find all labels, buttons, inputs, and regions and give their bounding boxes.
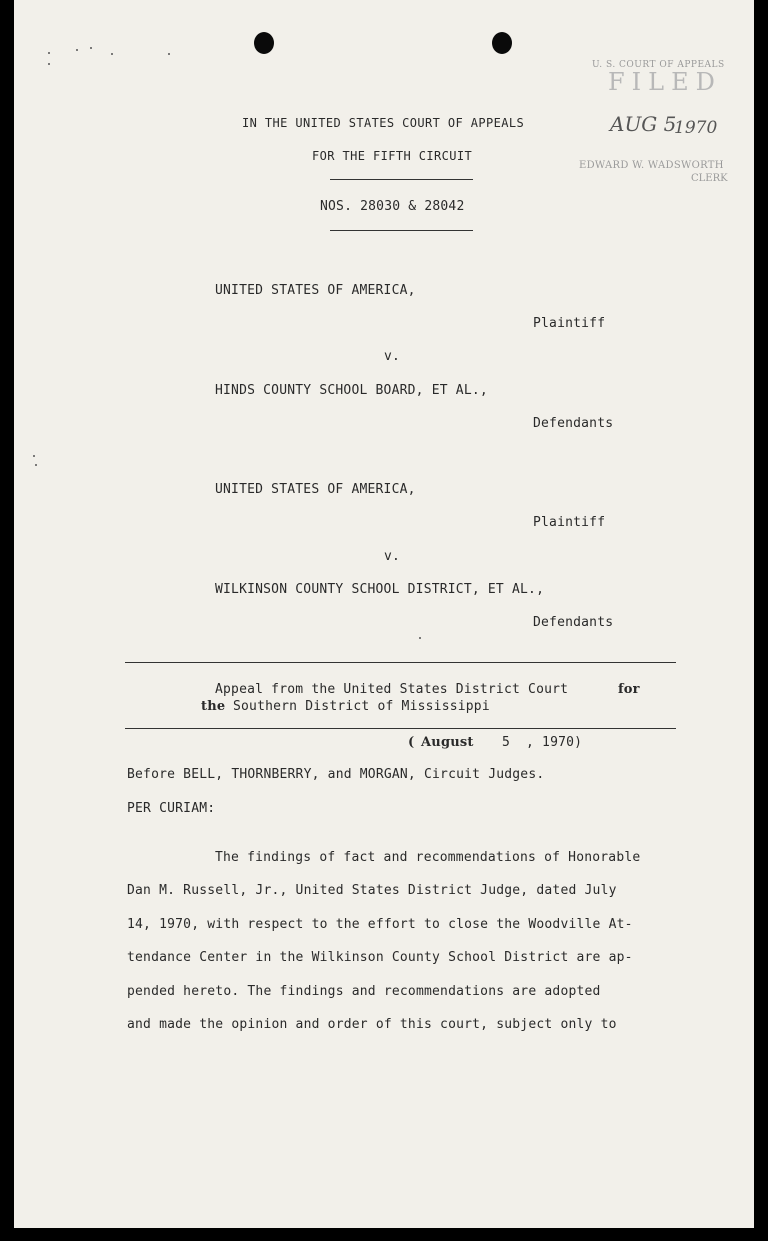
- appeal-for: for: [618, 682, 640, 697]
- caption2-versus: v.: [384, 549, 401, 564]
- speck: [33, 455, 35, 457]
- stamp-date: AUG 5: [610, 112, 677, 136]
- speck: [48, 63, 50, 65]
- header-rule-bottom: [330, 230, 473, 231]
- opinion-line: and made the opinion and order of this court, subject only to: [127, 1017, 617, 1032]
- caption1-versus: v.: [384, 349, 401, 364]
- court-name-line1: IN THE UNITED STATES COURT OF APPEALS: [242, 116, 525, 130]
- caption1-plaintiff-name: UNITED STATES OF AMERICA,: [215, 283, 416, 298]
- caption2-plaintiff-role: Plaintiff: [533, 515, 606, 530]
- per-curiam-heading: PER CURIAM:: [127, 801, 216, 816]
- speck: [111, 53, 113, 55]
- caption2-plaintiff-name: UNITED STATES OF AMERICA,: [215, 482, 416, 497]
- speck: [90, 47, 92, 49]
- stamp-year: 1970: [674, 118, 718, 138]
- date-month: August: [421, 735, 474, 750]
- panel-line: Before BELL, THORNBERRY, and MORGAN, Circuit Judges.: [127, 767, 545, 782]
- stamp-filed: FILED: [608, 68, 722, 96]
- speck: [76, 49, 78, 51]
- court-name-line2: FOR THE FIFTH CIRCUIT: [312, 149, 473, 163]
- date-year: , 1970): [526, 735, 583, 750]
- caption1-defendant-name: HINDS COUNTY SCHOOL BOARD, ET AL.,: [215, 383, 488, 398]
- punch-hole-right: [492, 32, 512, 54]
- caption2-defendant-role: Defendants: [533, 615, 614, 630]
- caption1-defendant-role: Defendants: [533, 416, 614, 431]
- opinion-line: The findings of fact and recommendations of Honorable: [215, 850, 641, 865]
- caption1-plaintiff-role: Plaintiff: [533, 316, 606, 331]
- document-page: [14, 0, 754, 1228]
- stamp-clerk-title: CLERK: [691, 173, 728, 184]
- appeal-rule-top: [125, 662, 676, 663]
- appeal-line1: Appeal from the United States District Court: [215, 682, 569, 697]
- stamp-clerk-name: EDWARD W. WADSWORTH: [579, 160, 724, 171]
- appeal-line2: Southern District of Mississippi: [233, 699, 490, 714]
- opinion-line: tendance Center in the Wilkinson County School District are ap-: [127, 950, 633, 965]
- appeal-the: the: [201, 699, 226, 714]
- punch-hole-left: [254, 32, 274, 54]
- speck: [48, 52, 50, 54]
- date-open-paren: (: [408, 735, 415, 750]
- date-day: 5: [502, 735, 511, 750]
- header-rule-top: [330, 179, 473, 180]
- caption2-defendant-name: WILKINSON COUNTY SCHOOL DISTRICT, ET AL.,: [215, 582, 545, 597]
- appeal-rule-bottom: [125, 728, 676, 729]
- opinion-line: pended hereto. The findings and recommendations are adopted: [127, 984, 601, 999]
- opinion-line: 14, 1970, with respect to the effort to close the Woodville At-: [127, 917, 633, 932]
- speck: [168, 53, 170, 55]
- case-numbers: NOS. 28030 & 28042: [320, 199, 465, 214]
- speck: [419, 637, 421, 639]
- speck: [35, 464, 37, 466]
- stamp-office: U. S. COURT OF APPEALS: [592, 60, 725, 70]
- opinion-line: Dan M. Russell, Jr., United States District Judge, dated July: [127, 883, 617, 898]
